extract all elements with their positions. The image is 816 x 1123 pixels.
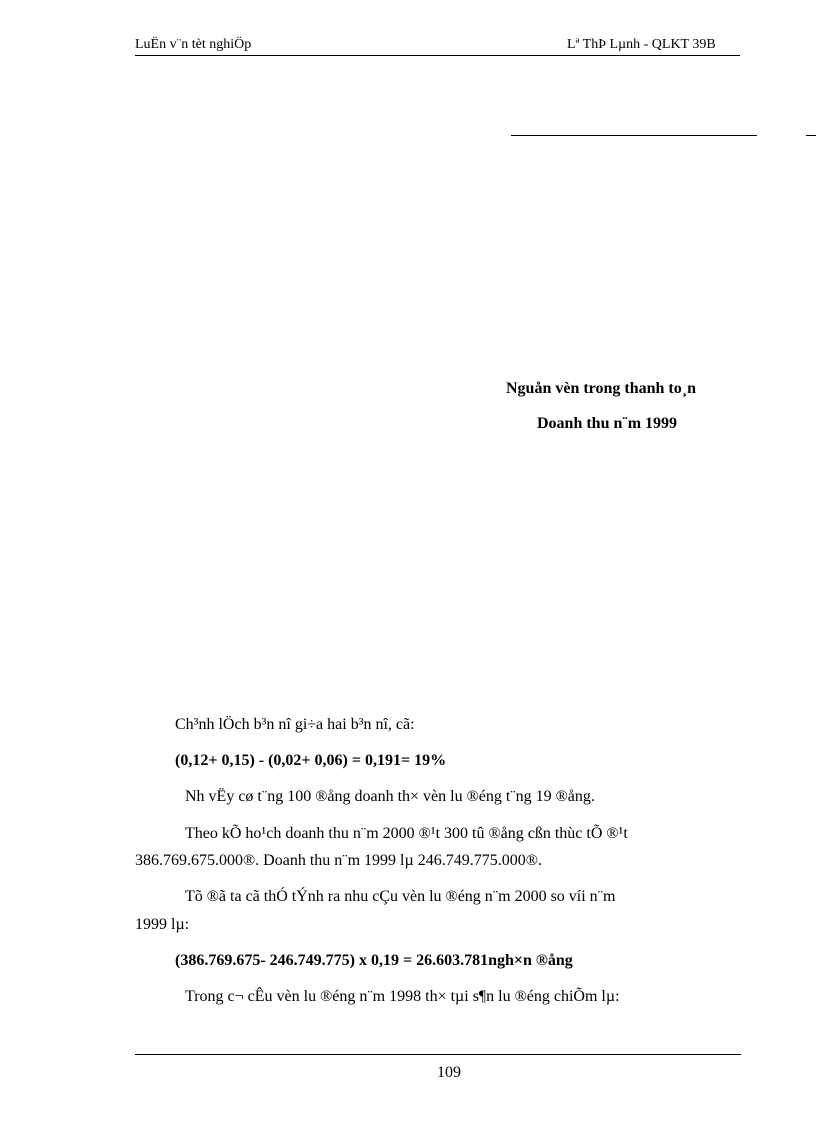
decorative-line-stub: [806, 135, 816, 136]
header-left: LuËn v¨n tèt nghiÖp: [135, 37, 252, 52]
paragraph-plan-line2: 386.769.675.000®. Doanh thu n¨m 1999 lµ 246.749.775.000®.: [135, 852, 542, 869]
paragraph-need-line1: Tõ ®ã ta cã thÓ tÝnh ra nhu cÇu vèn lu ®éng n¨m 2000 so víi n¨m: [185, 888, 616, 905]
formula-capital-need: (386.769.675- 246.749.775) x 0,19 = 26.603.781ngh×n ®ång: [175, 952, 573, 969]
footer-rule: [135, 1054, 741, 1055]
paragraph-need-line2: 1999 lµ:: [135, 916, 190, 933]
paragraph-ratio-meaning: Nh vËy cø t¨ng 100 ®ång doanh th× vèn lu ®éng t¨ng 19 ®ång.: [185, 788, 595, 805]
header-right: Lª ThÞ Lµnh - QLKT 39B: [567, 37, 716, 52]
paragraph-plan-line1: Theo kÕ ho¹ch doanh thu n¨m 2000 ®¹t 300 tû ®ång cßn thùc tÕ ®¹t: [185, 825, 628, 842]
page-number: 109: [437, 1064, 461, 1081]
formula-ratio: (0,12+ 0,15) - (0,02+ 0,06) = 0,191= 19%: [175, 752, 447, 769]
section-subtitle: Doanh thu n¨m 1999: [537, 415, 678, 432]
paragraph-structure: Trong c¬ cÊu vèn lu ®éng n¨m 1998 th× tµi s¶n lu ®éng chiÕm lµ:: [185, 988, 620, 1005]
decorative-line: [511, 135, 757, 136]
section-title: Nguån vèn trong thanh to¸n: [506, 380, 696, 397]
paragraph-difference: Ch³nh lÖch b³n nî gi÷a hai b³n nî, cã:: [175, 716, 415, 733]
header-rule: [135, 55, 740, 56]
